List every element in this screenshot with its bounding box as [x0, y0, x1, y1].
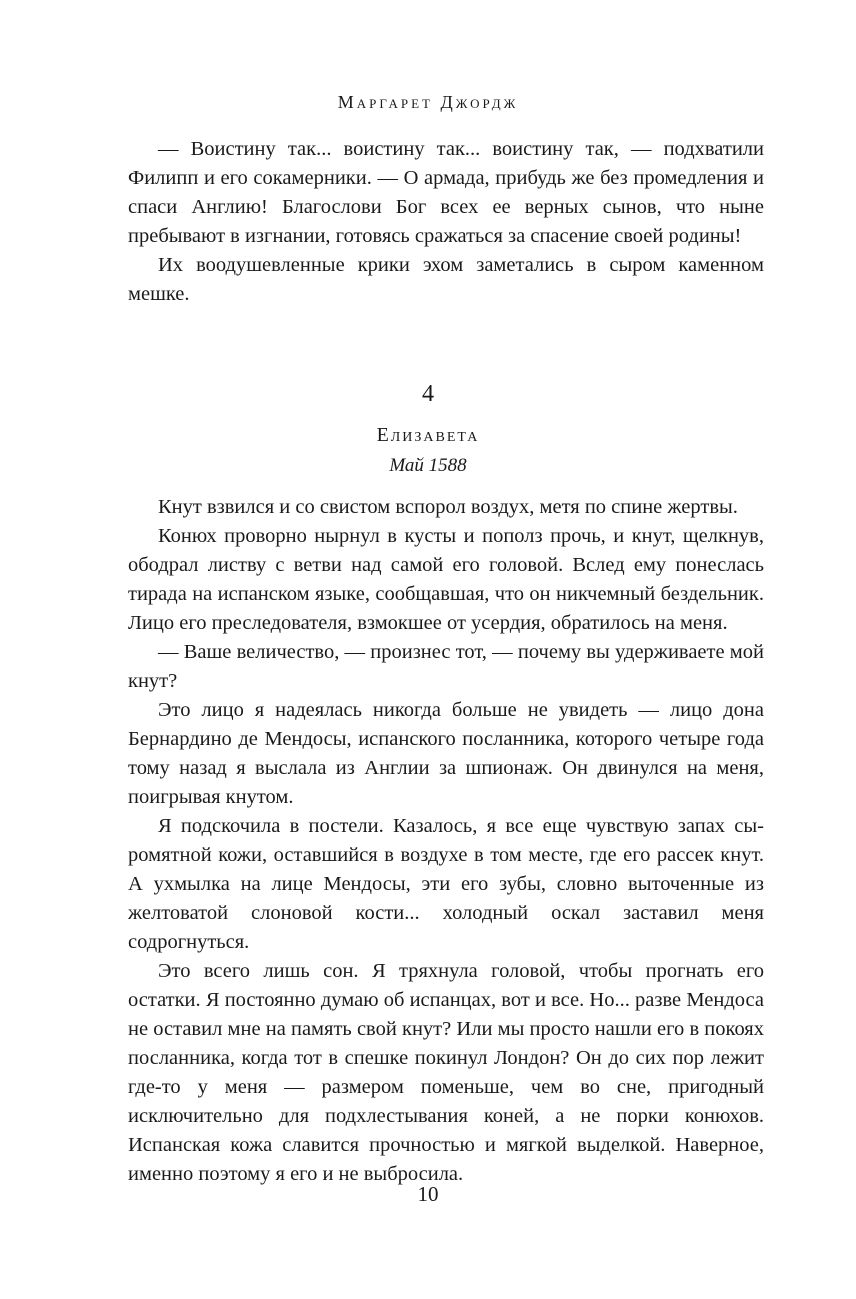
chapter-date: Май 1588 — [389, 455, 467, 476]
paragraph: Их воодушевленные крики эхом заметались в сыром каменном мешке. — [128, 254, 764, 305]
paragraph: Кнут взвился и со свистом вспорол воздух, метя по спине жертвы. — [158, 496, 738, 518]
chapter-body-text — [128, 493, 764, 1189]
paragraph: — Ваше величество, — произнес тот, — почему вы удерживаете мой кнут? — [128, 641, 764, 692]
running-head-author: Маргарет Джордж — [337, 92, 519, 112]
previous-chapter-text — [128, 135, 764, 309]
paragraph: Это лицо я надеялась никогда больше не увидеть — лицо дона Бернардино де Мендосы, испанского посланника, которого четыре года тому назад я выслала из Англии за шпионаж. Он двинулся на меня, поигрывая кнутом. — [128, 699, 764, 808]
paragraph: — Воистину так... воистину так... воистину так, — подхватили Филипп и его сокамерники. — О армада, прибудь же без промедления и спаси Англию! Благослови Бог всех ее верных сынов, что ныне пребывают в изгнании, готовясь сражаться за спасение своей родины! — [128, 138, 764, 247]
paragraph: Это всего лишь сон. Я тряхнула головой, чтобы прогнать его остатки. Я постоянно думаю об испанцах, вот и все. Но... разве Мендоса не оставил мне на память свой кнут? Или мы просто нашли его в покоях посланника, когда тот в спешке покинул Лондон? Он до сих пор лежит где-то у меня — размером поменьше, чем во сне, пригодный исключительно для подхлестывания коней, а не порки конюхов. Испанская кожа славится прочностью и мягкой выделкой. Наверное, именно поэтому я его и не выбросила. — [128, 960, 764, 1185]
paragraph: Конюх проворно нырнул в кусты и пополз прочь, и кнут, щелкнув, ободрал листву с ветви над самой его головой. Вслед ему понеслась тирада на испанском языке, сообщавшая, что он никчемный бездельник. Лицо его преследователя, взмокшее от усердия, обратилось на меня. — [128, 525, 764, 634]
paragraph: Я подскочила в постели. Казалось, я все еще чувствую запах сыромятной кожи, оставшийся в воздухе в том месте, где его рассек кнут. А ухмылка на лице Мендосы, эти его зубы, словно выточенные из желтоватой слоновой кости... холодный оскал заставил меня содрогнуться. — [128, 815, 764, 953]
chapter-number: 4 — [422, 381, 434, 407]
chapter-title: Елизавета — [376, 424, 480, 446]
page-number: 10 — [417, 1182, 439, 1206]
